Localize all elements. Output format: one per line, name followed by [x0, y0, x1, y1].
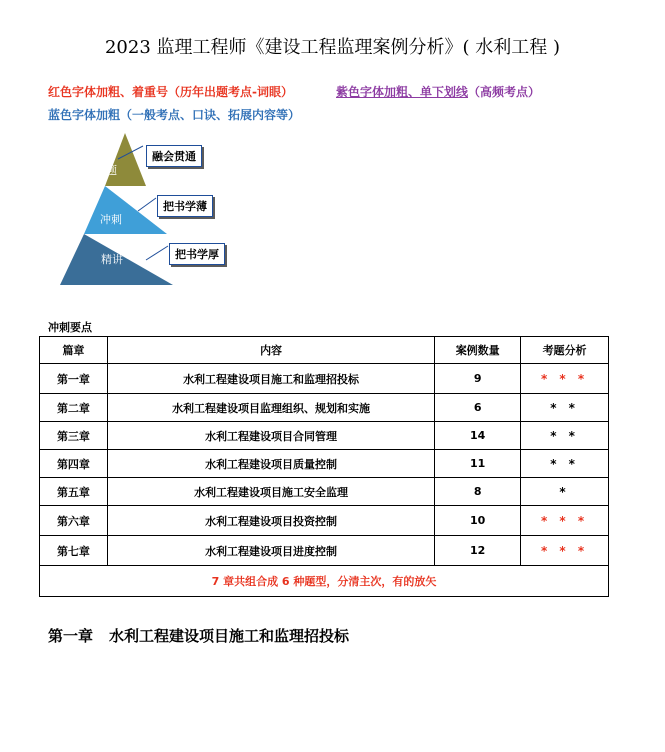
cell-chapter: 第四章 [40, 450, 108, 478]
header-analysis: 考题分析 [521, 337, 609, 364]
cell-content: 水利工程建设项目质量控制 [107, 450, 434, 478]
cell-count: 12 [435, 536, 521, 566]
cell-chapter: 第一章 [40, 364, 108, 394]
table-footnote: 7 章共组合成 6 种题型，分清主次，有的放矢 [40, 566, 609, 597]
cell-count: 6 [435, 394, 521, 422]
cell-chapter: 第三章 [40, 422, 108, 450]
table-row [40, 364, 609, 394]
legend-blue: 蓝色字体加粗（一般考点、口诀、拓展内容等） [48, 108, 301, 122]
cell-stars: * * [521, 450, 609, 478]
legend-purple-suffix: （高频考点） [468, 85, 541, 99]
table-row [40, 478, 609, 506]
chapter-table [39, 336, 609, 597]
pyramid-label-middle: 冲刺 [100, 213, 122, 226]
cell-chapter: 第六章 [40, 506, 108, 536]
cell-count: 8 [435, 478, 521, 506]
cell-chapter: 第二章 [40, 394, 108, 422]
cell-stars: * * [521, 394, 609, 422]
cell-content: 水利工程建设项目施工安全监理 [107, 478, 434, 506]
cell-content: 水利工程建设项目进度控制 [107, 536, 434, 566]
cell-stars: * * * [521, 536, 609, 566]
cell-stars: * * * [521, 506, 609, 536]
callout-thick: 把书学厚 [169, 243, 225, 265]
table-header-row [40, 337, 609, 364]
cell-stars: * * [521, 422, 609, 450]
cell-content: 水利工程建设项目施工和监理招投标 [107, 364, 434, 394]
header-content: 内容 [107, 337, 434, 364]
document-title: 2023 监理工程师《建设工程监理案例分析》( 水利工程 ) [104, 37, 561, 58]
pyramid-middle-tier [84, 186, 167, 234]
table-row [40, 394, 609, 422]
table-row [40, 422, 609, 450]
pyramid-label-top: 题 [106, 164, 117, 177]
section-label: 冲刺要点 [48, 321, 92, 334]
cell-count: 11 [435, 450, 521, 478]
legend-purple-underlined: 紫色字体加粗、单下划线 [336, 85, 469, 99]
pyramid-label-bottom: 精讲 [101, 253, 123, 266]
cell-stars: * [521, 478, 609, 506]
cell-content: 水利工程建设项目投资控制 [107, 506, 434, 536]
cell-stars: * * * [521, 364, 609, 394]
chapter-heading-title: 水利工程建设项目施工和监理招投标 [109, 627, 350, 645]
cell-count: 9 [435, 364, 521, 394]
header-chapter: 篇章 [40, 337, 108, 364]
table-row [40, 536, 609, 566]
cell-content: 水利工程建设项目合同管理 [107, 422, 434, 450]
callout-master: 融会贯通 [146, 145, 202, 167]
chapter-heading-number: 第一章 [48, 627, 94, 645]
cell-count: 14 [435, 422, 521, 450]
table-row [40, 450, 609, 478]
cell-content: 水利工程建设项目监理组织、规划和实施 [107, 394, 434, 422]
legend-purple [336, 83, 540, 100]
cell-count: 10 [435, 506, 521, 536]
cell-chapter: 第五章 [40, 478, 108, 506]
table-footnote-row [40, 566, 609, 597]
legend-red: 红色字体加粗、着重号（历年出题考点-词眼） [48, 85, 293, 99]
pyramid-top-tier [105, 133, 146, 186]
callout-thin: 把书学薄 [157, 195, 213, 217]
table-row [40, 506, 609, 536]
cell-chapter: 第七章 [40, 536, 108, 566]
header-count: 案例数量 [435, 337, 521, 364]
chapter-heading [48, 625, 349, 646]
